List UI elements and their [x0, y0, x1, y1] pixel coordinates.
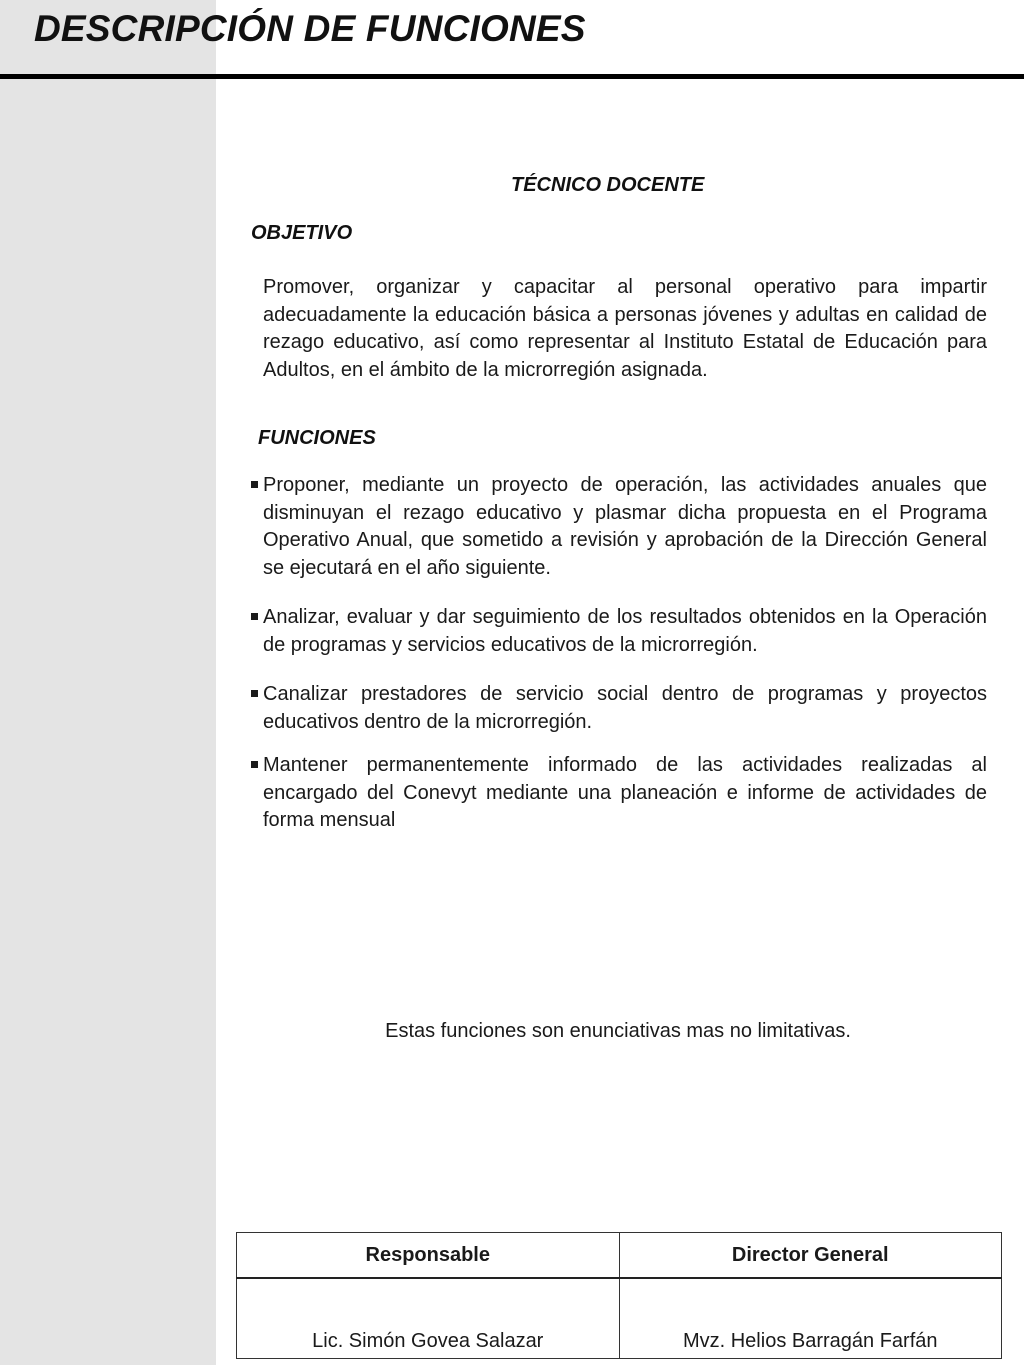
objective-heading: OBJETIVO [251, 222, 353, 244]
header-divider [0, 74, 1024, 79]
signature-table [236, 1232, 1002, 1359]
director-label: Director General [619, 1233, 1002, 1279]
function-item-text: Proponer, mediante un proyecto de operación, las actividades anuales que disminuyan el rezago educativo y plasmar dicha propuesta en el Programa Operativo Anual, que sometido a revisión y aprobación de la Dirección General se ejecutará en el año siguiente. [263, 474, 987, 579]
director-name: Mvz. Helios Barragán Farfán [619, 1278, 1002, 1359]
responsible-label: Responsable [237, 1233, 620, 1279]
objective-text: Promover, organizar y capacitar al personal operativo para impartir adecuadamente la educación básica a personas jóvenes y adultas en calidad de rezago educativo, así como representar al Instituto Estatal de Educación para Adultos, en el ámbito de la microrregión asignada. [263, 276, 987, 381]
bullet-square-icon [251, 690, 258, 697]
position-title: TÉCNICO DOCENTE [511, 174, 705, 196]
function-item-text: Mantener permanentemente informado de las actividades realizadas al encargado del Conevyt mediante una planeación e informe de actividades de forma mensual [263, 754, 987, 831]
functions-heading: FUNCIONES [258, 427, 376, 449]
responsible-name: Lic. Simón Govea Salazar [237, 1278, 620, 1359]
disclaimer-note: Estas funciones son enunciativas mas no limitativas. [385, 1020, 851, 1042]
left-sidebar-band [0, 0, 216, 1365]
bullet-square-icon [251, 481, 258, 488]
signature-names-row [237, 1278, 1002, 1359]
bullet-square-icon [251, 613, 258, 620]
function-item-text: Analizar, evaluar y dar seguimiento de los resultados obtenidos en la Operación de programas y servicios educativos de la microrregión. [263, 606, 987, 656]
page-title: DESCRIPCIÓN DE FUNCIONES [34, 8, 586, 49]
function-item-text: Canalizar prestadores de servicio social dentro de programas y proyectos educativos dentro de la microrregión. [263, 683, 987, 733]
bullet-square-icon [251, 761, 258, 768]
signature-header-row [237, 1233, 1002, 1279]
